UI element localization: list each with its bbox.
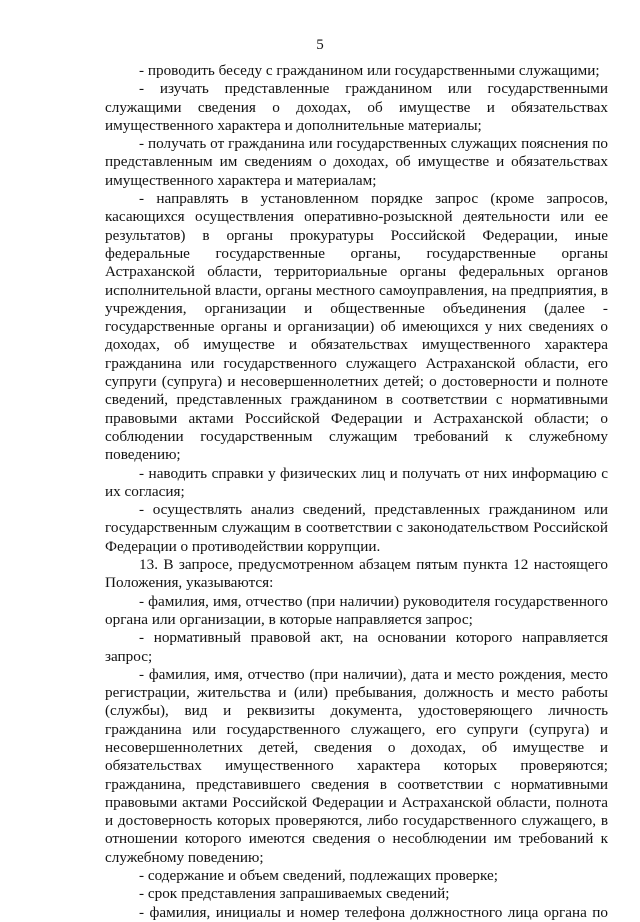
paragraph-analyze-information: - осуществлять анализ сведений, представленных гражданином или государственным служащим в соответствии с законодательством Российской Федерации о противодействии коррупции. <box>105 501 608 555</box>
paragraph-send-request: - направлять в установленном порядке запрос (кроме запросов, касающихся осуществления оперативно-розыскной деятельности или ее результатов) в органы прокуратуры Российской Федерации, иные федеральные государственные органы, государственные органы Астраханской области, территориальные органы федеральных органов исполнительной власти, органы местного самоуправления, на предприятия, в учреждения, организации и общественные объединения (далее - государственные органы и организации) об имеющихся у них сведениях о доходах, об имуществе и обязательствах имущественного характера гражданина или государственного служащего Астраханской области, его супруги (супруга) и несовершеннолетних детей; о достоверности и полноте сведений, представленных гражданином в соответствии с нормативными правовыми актами Российской Федерации и Астраханской области; о соблюдении государственным служащим требований к служебному поведению; <box>105 190 608 464</box>
paragraph-receive-explanations: - получать от гражданина или государственных служащих пояснения по представленным им сведениям о доходах, об имуществе и обязательствах имущественного характера и материалам; <box>105 135 608 189</box>
paragraph-legal-act: - нормативный правовой акт, на основании которого направляется запрос; <box>105 629 608 665</box>
paragraph-item-13: 13. В запросе, предусмотренном абзацем пятым пункта 12 настоящего Положения, указываются: <box>105 556 608 592</box>
paragraph-make-inquiries: - наводить справки у физических лиц и получать от них информацию с их согласия; <box>105 464 608 500</box>
paragraph-head-name: - фамилия, имя, отчество (при наличии) руководителя государственного органа или организации, в которые направляется запрос; <box>105 592 608 628</box>
paragraph-personal-details: - фамилия, имя, отчество (при наличии), дата и место рождения, место регистрации, жительства и (или) пребывания, должность и место работы (службы), вид и реквизиты документа, удостоверяющего личность гражданина или государственного служащего, его супруги (супруга) и несовершеннолетних детей, сведения о доходах, об имуществе и обязательствах имущественного характера которых проверяются; гражданина, представившего сведения в соответствии с нормативными правовыми актами Российской Федерации и Астраханской области, полнота и достоверность которых проверяются, либо государственного служащего, в отношении которого имеются сведения о несоблюдении им требований к служебному поведению; <box>105 665 608 866</box>
paragraph-study-information: - изучать представленные гражданином или государственными служащими сведения о доходах, об имуществе и обязательствах имущественного характера и дополнительные материалы; <box>105 80 608 134</box>
page-number: 5 <box>316 37 324 53</box>
paragraph-content-scope: - содержание и объем сведений, подлежащих проверке; <box>139 867 498 885</box>
paragraph-official-contact: - фамилия, инициалы и номер телефона должностного лица органа по <box>139 903 608 921</box>
paragraph-deadline: - срок представления запрашиваемых сведений; <box>139 885 450 903</box>
paragraph-conduct-conversation: - проводить беседу с гражданином или государственными служащими; <box>139 62 600 79</box>
document-body <box>105 62 608 922</box>
